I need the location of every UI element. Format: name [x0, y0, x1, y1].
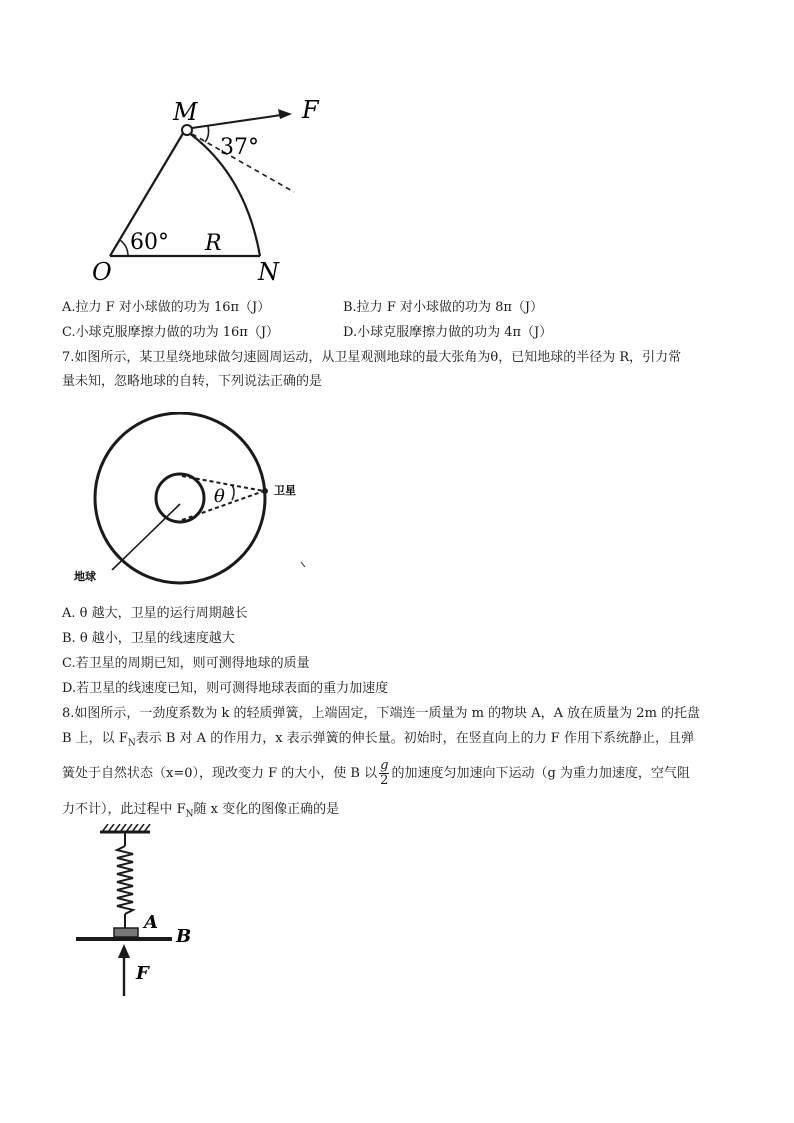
label-n: N — [258, 258, 279, 286]
label-theta: θ — [214, 486, 225, 507]
angle-arc-m — [205, 126, 209, 142]
label-r: R — [205, 231, 222, 256]
q8-line4-b: 随 x 变化的图像正确的是 — [193, 802, 340, 817]
fraction-g-over-2 — [379, 759, 389, 788]
force-arrowhead-icon — [118, 944, 130, 958]
label-a: A — [144, 912, 158, 933]
force-f-arrow — [192, 114, 288, 128]
q8-stem-line2 — [62, 731, 694, 752]
arrowhead-icon — [278, 109, 292, 119]
label-angle-60: 60° — [130, 230, 169, 255]
tray-b — [76, 937, 172, 941]
q8-line2-rest: 表示 B 对 A 的作用力，x 表示弹簧的伸长量。初始时，在竖直向上的力 F 作用下系统静止，且弹 — [135, 731, 694, 746]
q8-stem-line3 — [62, 758, 690, 790]
q7-option-a: A. θ 越大，卫星的运行周期越长 — [62, 606, 248, 621]
label-satellite: 卫星 — [274, 484, 296, 497]
q7-stem-line2: 量未知，忽略地球的自转，下列说法正确的是 — [62, 374, 323, 389]
orbit-circle — [95, 413, 265, 583]
frac-num: g — [380, 758, 389, 773]
label-earth: 地球 — [74, 570, 96, 583]
theta-arc — [232, 485, 234, 500]
q7-option-c: C.若卫星的周期已知，则可测得地球的质量 — [62, 656, 310, 671]
q8-line4-sub: N — [185, 809, 194, 820]
label-angle-37: 37° — [220, 135, 259, 160]
q7-option-b: B. θ 越小，卫星的线速度越大 — [62, 631, 235, 646]
earth-pointer-line — [112, 504, 180, 570]
block-a — [114, 928, 138, 937]
q8-stem-line1: 8.如图所示，一劲度系数为 k 的轻质弹簧，上端固定，下端连一质量为 m 的物块 A，A 放在质量为 2m 的托盘 — [62, 706, 701, 721]
q8-line2-start: B 上，以 F — [62, 731, 128, 746]
spring-figure — [66, 824, 216, 1006]
angle-arc-o — [120, 240, 128, 256]
q7-option-d: D.若卫星的线速度已知，则可测得地球表面的重力加速度 — [62, 681, 389, 696]
label-f: F — [302, 96, 319, 124]
q6-option-c: C.小球克服摩擦力做的功为 16π（J） — [62, 325, 280, 340]
orbit-figure — [70, 412, 320, 592]
label-b: B — [176, 926, 192, 947]
spring-coil — [117, 846, 133, 914]
q8-line4-a: 力不计），此过程中 F — [62, 802, 186, 817]
label-o: O — [92, 258, 112, 286]
q8-line3-b: 的加速度匀加速向下运动（g 为重力加速度，空气阻 — [391, 766, 690, 781]
q8-stem-line4 — [62, 802, 339, 823]
q6-option-d: D.小球克服摩擦力做的功为 4π（J） — [343, 325, 553, 340]
q8-line2-sub: N — [127, 738, 136, 749]
sector-figure — [80, 92, 340, 292]
stray-mark — [301, 562, 305, 567]
q6-option-a: A.拉力 F 对小球做的功为 16π（J） — [62, 300, 271, 315]
q6-option-b: B.拉力 F 对小球做的功为 8π（J） — [343, 300, 544, 315]
label-f-spring: F — [136, 963, 149, 984]
q7-stem-line1: 7.如图所示，某卫星绕地球做匀速圆周运动，从卫星观测地球的最大张角为θ，已知地球的半径为 R，引力常 — [62, 350, 682, 365]
satellite-dot — [262, 488, 268, 494]
frac-den: 2 — [380, 773, 389, 788]
q8-line3-a: 簧处于自然状态（x=0），现改变力 F 的大小，使 B 以 — [62, 766, 378, 781]
label-m: M — [173, 98, 198, 126]
ball-m — [182, 125, 192, 135]
